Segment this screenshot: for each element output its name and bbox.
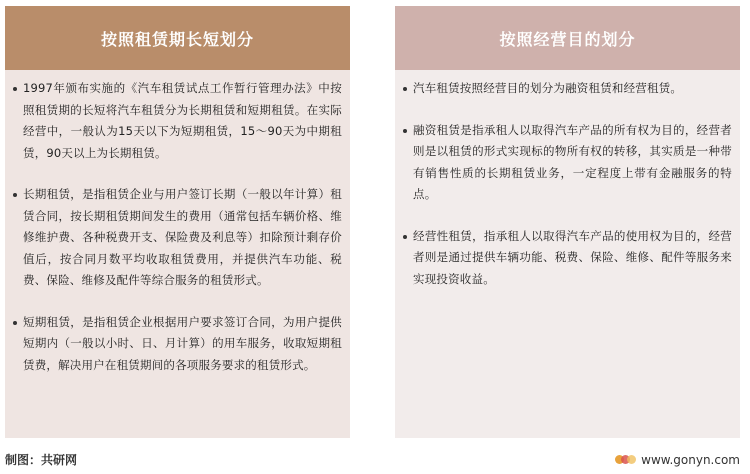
item-text: 汽车租赁按照经营目的划分为融资租赁和经营租赁。 [413,81,683,95]
list-item [13,312,342,377]
list-item [403,78,732,100]
item-text: 融资租赁是指承租人以取得汽车产品的所有权为目的，经营者则是以租赁的形式实现标的物所有权的转移，其实质是一种带有销售性质的长期租赁业务，一定程度上带有金融服务的特点。 [413,122,732,201]
lease-term-body [5,70,350,438]
footer [5,451,740,468]
bullet-icon [403,87,407,91]
source-label: 制图：共研网 [5,453,78,467]
business-purpose-panel [395,6,740,438]
item-text: 长期租赁，是指租赁企业与用户签订长期（一般以年计算）租赁合同，按长期租赁期间发生的费用（通常包括车辆价格、维修维护费、各种税费开支、保险费及利息等）扣除预计剩存价值后，按合同月数平均收取租赁费用，并提供汽车功能、税费、保险、维修及配件等综合服务的租赁形式。 [23,187,342,287]
bullet-icon [403,129,407,133]
item-text: 经营性租赁，指承租人以取得汽车产品的使用权为目的，经营者则是通过提供车辆功能、税费、保险、维修、配件等服务来实现投资收益。 [413,228,732,286]
business-purpose-title: 按照经营目的划分 [395,6,740,70]
lease-term-panel [5,6,350,438]
list-item [13,184,342,292]
site-url[interactable]: www.gonyn.com [641,452,740,467]
site-credit [615,453,740,467]
lease-term-title: 按照租赁期长短划分 [5,6,350,70]
bullet-icon [403,235,407,239]
business-purpose-body [395,70,740,438]
list-item [403,226,732,291]
bullet-icon [13,87,17,91]
list-item [13,78,342,164]
bullet-icon [13,321,17,325]
item-text: 1997年颁布实施的《汽车租赁试点工作暂行管理办法》中按照租赁期的长短将汽车租赁分为长期租赁和短期租赁。在实际经营中，一般认为15天以下为短期租赁，15～90天为中期租赁，90天以上为长期租赁。 [23,81,342,160]
bullet-icon [13,193,17,197]
item-text: 短期租赁，是指租赁企业根据用户要求签订合同，为用户提供短期内（一般以小时、日、月计算）的用车服务，收取短期租赁费，解决用户在租赁期间的各项服务要求的租赁形式。 [23,314,342,372]
list-item [403,120,732,206]
gonyn-logo-icon [615,453,637,467]
